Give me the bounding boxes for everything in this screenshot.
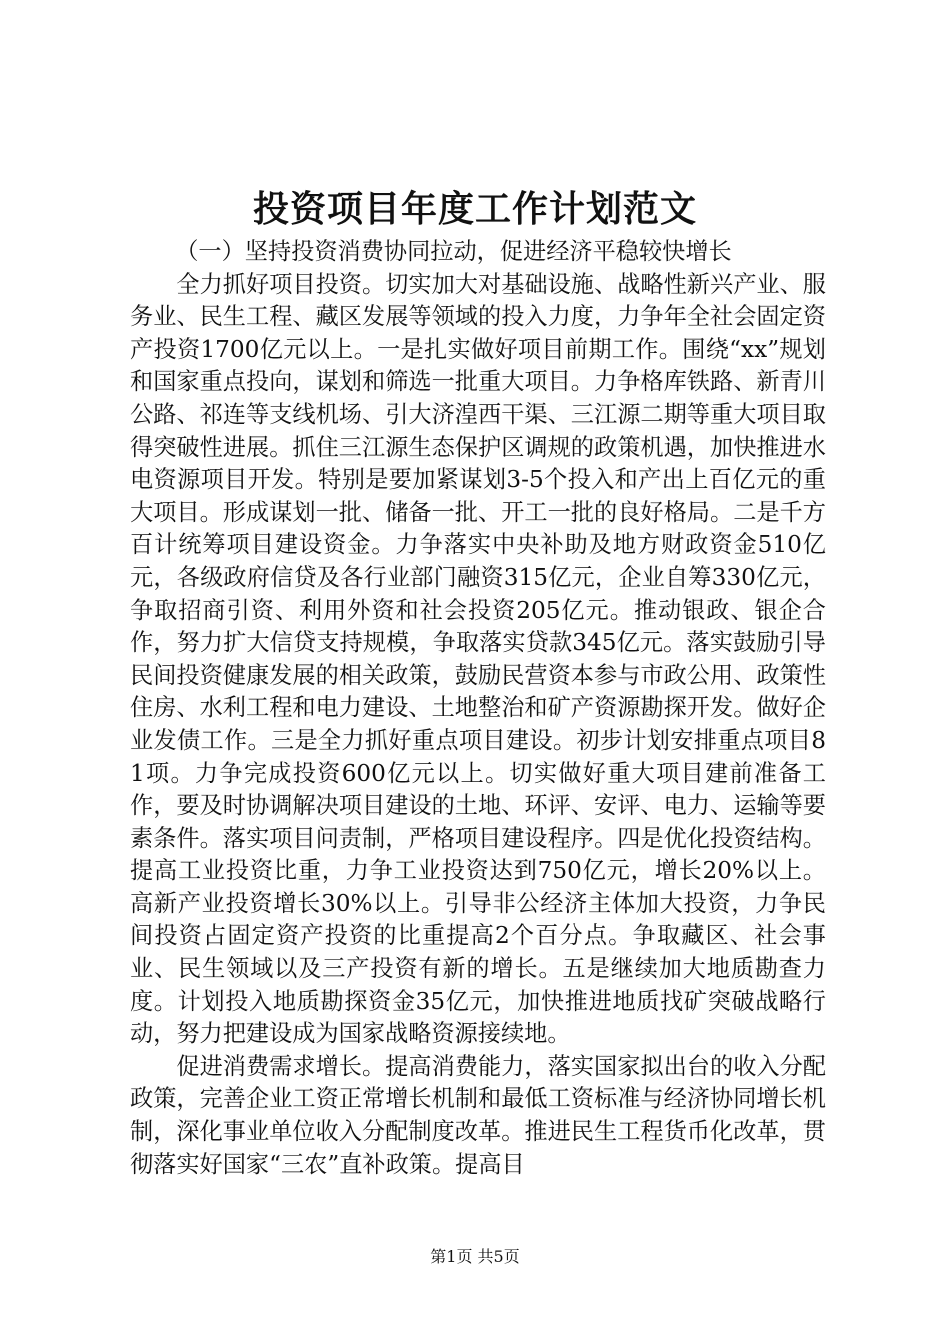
document-body [130, 236, 826, 1181]
page-footer: 第1页 共5页 [430, 1247, 520, 1266]
paragraph-project-investment: 全力抓好项目投资。切实加大对基础设施、战略性新兴产业、服务业、民生工程、藏区发展等领域的投入力度，力争年全社会固定资产投资1700亿元以上。一是扎实做好项目前期工作。围绕“xx”规划和国家重点投向，谋划和筛选一批重大项目。力争格库铁路、新青川公路、祁连等支线机场、引大济湟西干渠、三江源二期等重大项目取得突破性进展。抓住三江源生态保护区调规的政策机遇，加快推进水电资源项目开发。特别是要加紧谋划3-5个投入和产出上百亿元的重大项目。形成谋划一批、储备一批、开工一批的良好格局。二是千方百计统筹项目建设资金。力争落实中央补助及地方财政资金510亿元，各级政府信贷及各行业部门融资315亿元，企业自筹330亿元，争取招商引资、利用外资和社会投资205亿元。推动银政、银企合作，努力扩大信贷支持规模，争取落实贷款345亿元。落实鼓励引导民间投资健康发展的相关政策，鼓励民营资本参与市政公用、政策性住房、水利工程和电力建设、土地整治和矿产资源勘探开发。做好企业发债工作。三是全力抓好重点项目建设。初步计划安排重点项目81项。力争完成投资600亿元以上。切实做好重大项目建前准备工作，要及时协调解决项目建设的土地、环评、安评、电力、运输等要素条件。落实项目问责制，严格项目建设程序。四是优化投资结构。提高工业投资比重，力争工业投资达到750亿元，增长20%以上。高新产业投资增长30%以上。引导非公经济主体加大投资，力争民间投资占固定资产投资的比重提高2个百分点。争取藏区、社会事业、民生领域以及三产投资有新的增长。五是继续加大地质勘查力度。计划投入地质勘探资金35亿元，加快推进地质找矿突破战略行动，努力把建设成为国家战略资源接续地。 [130, 270, 826, 1048]
section-heading: （一）坚持投资消费协同拉动，促进经济平稳较快增长 [175, 238, 732, 265]
document-title: 投资项目年度工作计划范文 [252, 188, 697, 230]
paragraph-consumption-demand: 促进消费需求增长。提高消费能力，落实国家拟出台的收入分配政策，完善企业工资正常增长机制和最低工资标准与经济协同增长机制，深化事业单位收入分配制度改革。推进民生工程货币化改革，贯彻落实好国家“三农”直补政策。提高目 [130, 1052, 826, 1178]
